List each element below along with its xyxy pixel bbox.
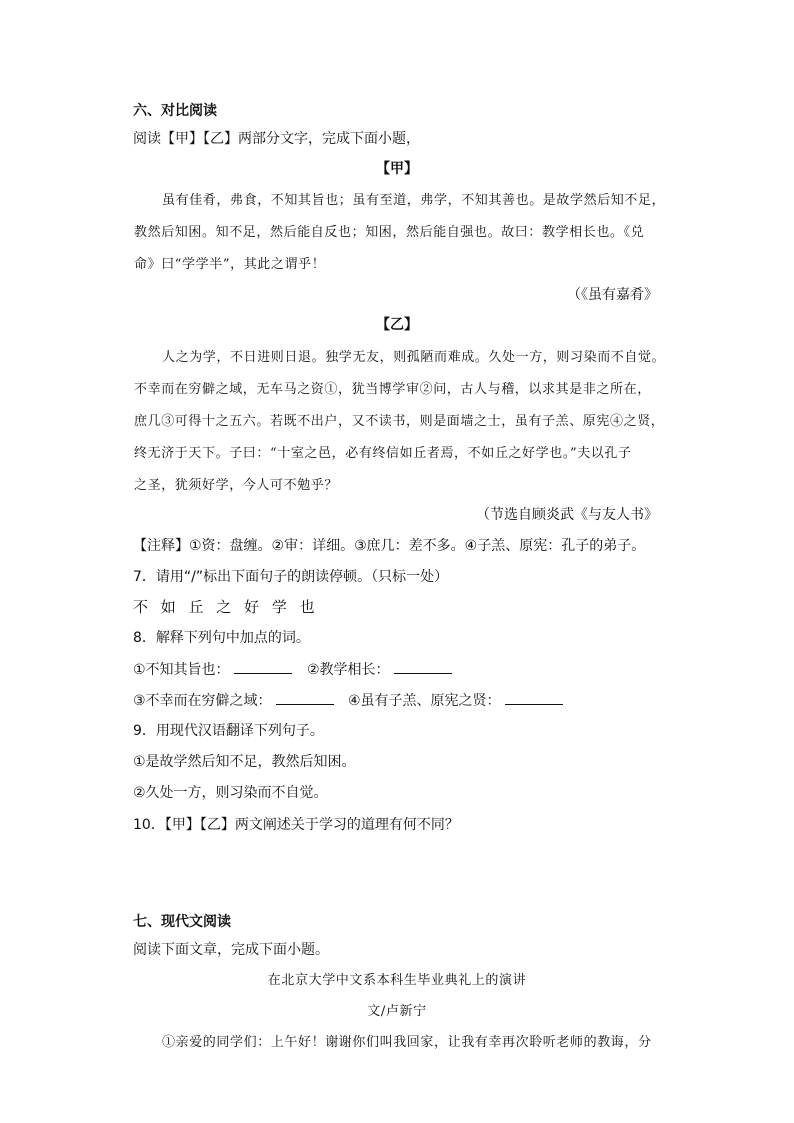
jia-line-1: 虽有佳肴，弗食，不知其旨也；虽有至道，弗学，不知其善也。是故学然后知不足， (162, 193, 666, 208)
article-first-line: ①亲爱的同学们：上午好！谢谢你们叫我回家，让我有幸再次聆听老师的教诲，分 (162, 1035, 652, 1050)
article-title: 在北京大学中文系本科生毕业典礼上的演讲 (267, 973, 527, 988)
q8-item-3-label: ③不幸而在穷僻之域： (133, 693, 272, 709)
question-8: 8．解释下列句中加点的词。 (133, 630, 310, 646)
answer-blank[interactable] (276, 692, 334, 705)
q8-item-1 (133, 661, 292, 679)
section7-heading: 七、现代文阅读 (133, 914, 231, 930)
q8-item-2 (307, 661, 452, 679)
jia-source: （《虽有嘉肴》 (567, 287, 658, 303)
q8-item-2-label: ②教学相长： (307, 662, 390, 678)
q8-item-1-label: ①不知其旨也： (133, 662, 230, 678)
question-9: 9．用现代汉语翻译下列句子。 (133, 723, 324, 739)
jia-line-3: 命》曰“学学半”，其此之谓乎！ (134, 257, 326, 272)
section6-heading: 六、对比阅读 (133, 103, 217, 119)
section6-instruction: 阅读【甲】【乙】两部分文字，完成下面小题， (133, 131, 420, 147)
question-10: 10．【甲】【乙】两文阐述关于学习的道理有何不同？ (133, 817, 459, 833)
answer-blank[interactable] (394, 661, 452, 674)
yi-source: （节选自顾炎武《与友人书》 (476, 507, 658, 523)
q8-item-3 (133, 692, 334, 710)
notes: 【注释】①资：盘缠。②审：详细。③庶几：差不多。④子羔、原宪：孔子的弟子。 (133, 538, 646, 554)
question-7: 7．请用“/”标出下面句子的朗读停顿。（只标一处） (133, 569, 449, 585)
q8-item-4 (348, 692, 563, 710)
jia-line-2: 教然后知困。知不足，然后能自反也；知困，然后能自强也。故曰：教学相长也。《兑 (134, 225, 645, 240)
q9-item-1: ①是故学然后知不足，教然后知困。 (133, 754, 356, 770)
yi-line-4: 终无济于天下。子曰：“十室之邑，必有终信如丘者焉，不如丘之好学也。”夫以孔子 (134, 446, 632, 461)
yi-line-2: 不幸而在穷僻之域，无车马之资①，犹当博学审②问，古人与稽，以求其是非之所在， (134, 382, 651, 397)
q8-item-4-label: ④虽有子羔、原宪之贤： (348, 693, 501, 709)
yi-line-3: 庶几③可得十之五六。若既不出户，又不读书，则是面墙之士，虽有子羔、原宪④之贤， (134, 414, 665, 429)
answer-blank[interactable] (234, 661, 292, 674)
yi-title: 【乙】 (376, 317, 418, 333)
yi-line-1: 人之为学，不日进则日退。独学无友，则孤陋而难成。久处一方，则习染而不自觉。 (162, 350, 666, 365)
jia-title: 【甲】 (376, 161, 418, 177)
q9-item-2: ②久处一方，则习染而不自觉。 (133, 785, 328, 801)
section7-instruction: 阅读下面文章，完成下面小题。 (133, 942, 329, 958)
article-author: 文/卢新宁 (367, 1004, 427, 1019)
question-7-sentence: 不 如 丘 之 好 学 也 (133, 598, 319, 616)
yi-line-5: 之圣，犹须好学，今人可不勉乎？ (134, 478, 339, 493)
answer-blank[interactable] (505, 692, 563, 705)
